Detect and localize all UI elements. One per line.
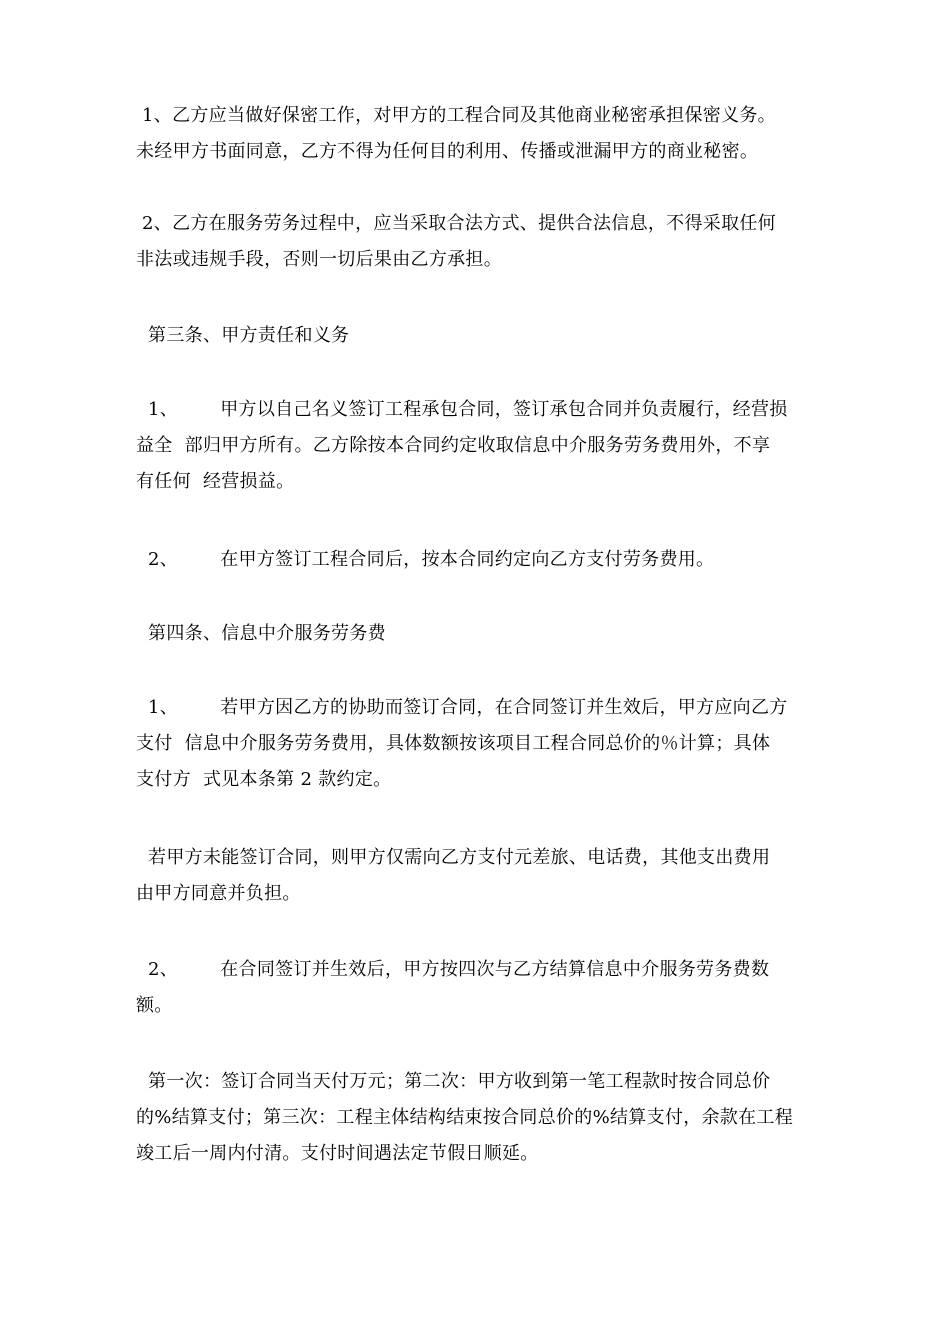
text-line: 2、乙方在服务劳务过程中，应当采取合法方式、提供合法信息，不得采取任何 — [136, 213, 776, 234]
article-4-heading: 第四条、信息中介服务劳务费 — [136, 623, 386, 644]
article-4-item-2 — [136, 952, 816, 1024]
article-3-heading: 第三条、甲方责任和义务 — [136, 325, 350, 346]
text-line: 非法或违规手段，否则一切后果由乙方承担。 — [136, 249, 502, 270]
article-4-item-1 — [136, 690, 816, 798]
text-line: 由甲方同意并负担。 — [136, 883, 301, 904]
text-line: 未经甲方书面同意，乙方不得为任何目的利用、传播或泄漏甲方的商业秘密。 — [136, 141, 759, 162]
text-line: 有任何 经营损益。 — [136, 471, 295, 492]
article-3-item-2 — [136, 542, 816, 578]
text-line: 1、 甲方以自己名义签订工程承包合同，签订承包合同并负责履行，经营损 — [136, 399, 788, 420]
article-3-item-1 — [136, 392, 816, 500]
text-line: 竣工后一周内付清。支付时间遇法定节假日顺延。 — [136, 1143, 539, 1164]
text-line: 1、 若甲方因乙方的协助而签订合同，在合同签订并生效后，甲方应向乙方 — [136, 697, 788, 718]
text-line: 2、 在甲方签订工程合同后，按本合同约定向乙方支付劳务费用。 — [136, 549, 715, 570]
text-line: 支付 信息中介服务劳务费用，具体数额按该项目工程合同总价的％计算；具体 — [136, 733, 771, 754]
lawful-conduct-clause — [136, 206, 816, 278]
confidentiality-clause — [136, 98, 816, 170]
text-line: 额。 — [136, 995, 173, 1016]
text-line: 的%结算支付；第三次：工程主体结构结束按合同总价的%结算支付，余款在工程 — [136, 1107, 794, 1128]
text-line: 第一次：签订合同当天付万元；第二次：甲方收到第一笔工程款时按合同总价 — [136, 1071, 771, 1092]
text-line: 若甲方未能签订合同，则甲方仅需向乙方支付元差旅、电话费，其他支出费用 — [136, 847, 771, 868]
text-line: 支付方 式见本条第 2 款约定。 — [136, 769, 392, 790]
article-4-failure-clause — [136, 840, 816, 912]
text-line: 2、 在合同签订并生效后，甲方按四次与乙方结算信息中介服务劳务费数 — [136, 959, 770, 980]
text-line: 1、乙方应当做好保密工作，对甲方的工程合同及其他商业秘密承担保密义务。 — [136, 105, 776, 126]
payment-schedule — [136, 1064, 816, 1172]
text-line: 益全 部归甲方所有。乙方除按本合同约定收取信息中介服务劳务费用外，不享 — [136, 435, 771, 456]
